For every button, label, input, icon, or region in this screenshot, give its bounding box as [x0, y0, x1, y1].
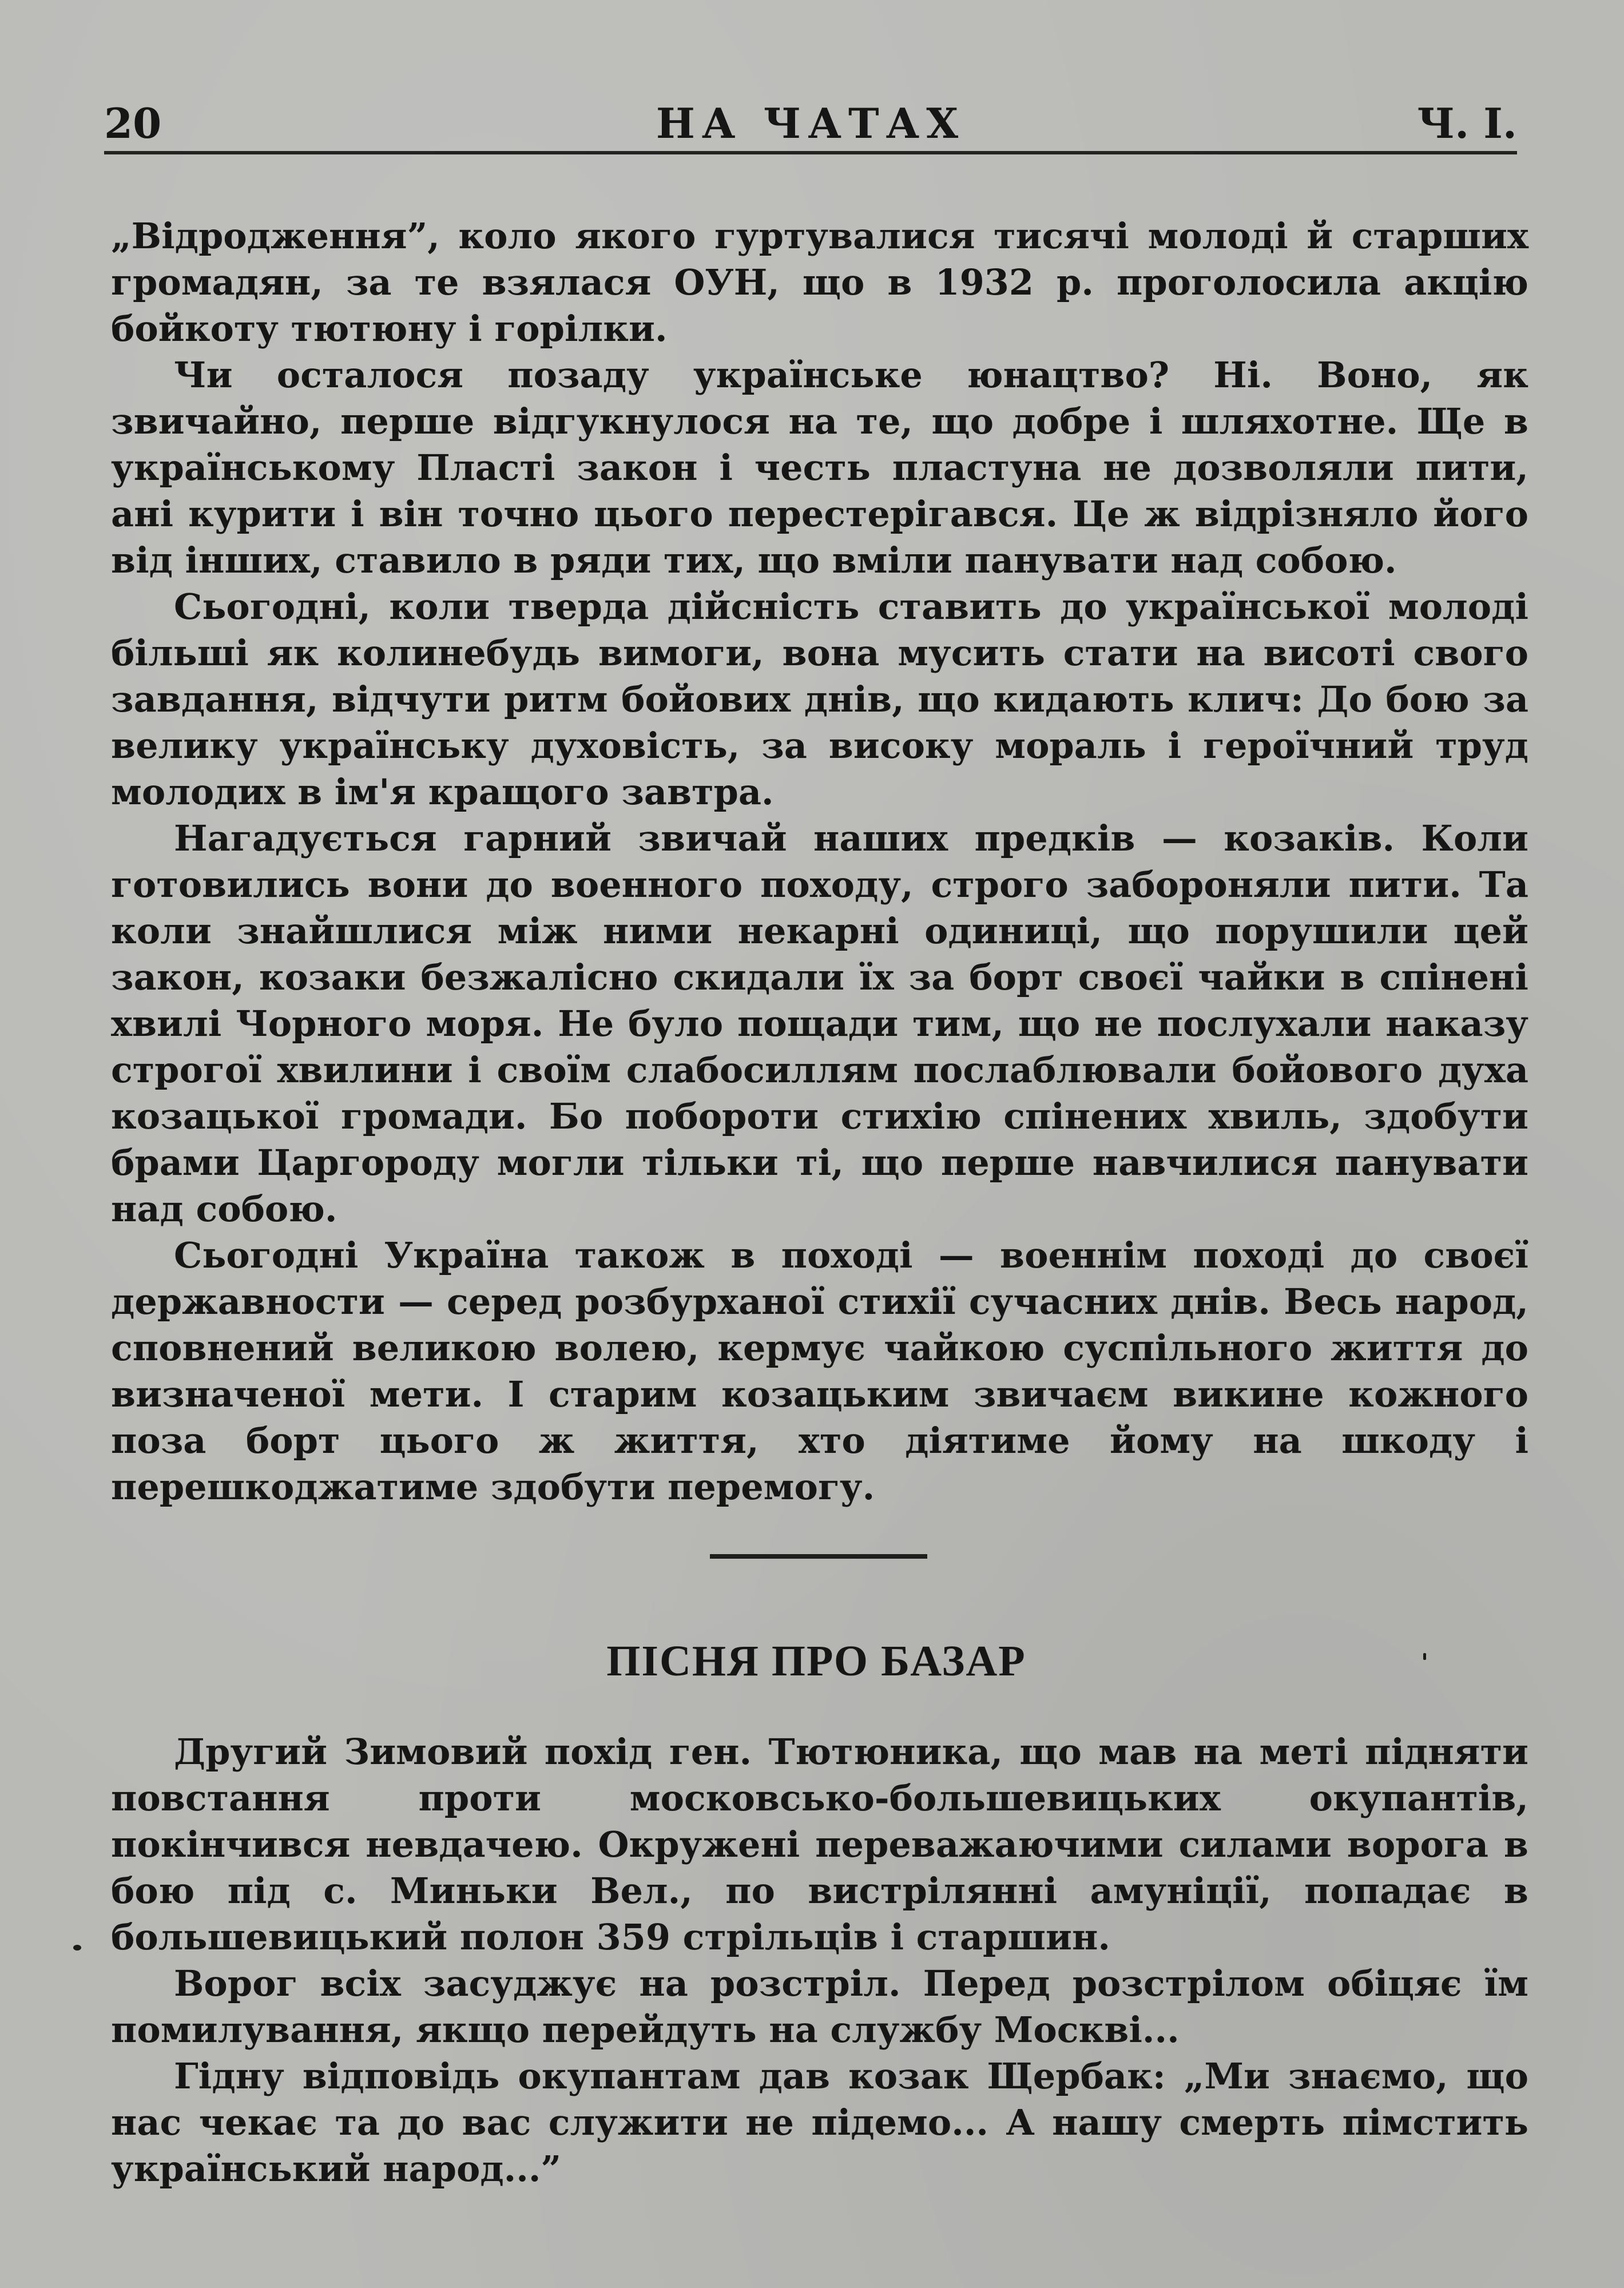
- page-number: 20: [104, 99, 162, 148]
- article-paragraph: „Відродження”, коло якого гуртувалися тисячі молоді й старших громадян, за те взялася ОУН, що в 1932 р. проголосила акцію бойкоту тютюну і горілки.: [111, 215, 1528, 349]
- article-body: [111, 213, 1528, 1510]
- article-paragraph: Сьогодні, коли тверда дійсність ставить до української молоді більші як колинебудь вимоги, вона мусить стати на висоті свого завдання, відчути ритм бойових днів, що кидають клич: До бою за велику українську духовість, за високу мораль і героїчний труд молодих в ім'я кращого завтра.: [111, 586, 1528, 813]
- section-divider: [710, 1554, 927, 1559]
- section-paragraph: Ворог всіх засуджує на розстріл. Перед розстрілом обіцяє їм помилування, якщо перейдуть на службу Москві...: [111, 1963, 1528, 2051]
- article-paragraph: Нагадується гарний звичай наших предків — козаків. Коли готовились вони до военного походу, строго забороняли пити. Та коли знайшлися між ними некарні одиниці, що порушили цей закон, козаки безжалісно скидали їх за борт своєї чайки в спінені хвилі Чорного моря. Не було пощади тим, що не послухали наказу строгої хвилини і своїм слабосиллям послаблювали бойового духа козацької громади. Бо побороти стихію спінених хвиль, здобути брами Царгороду могли тільки ті, що перше навчилися панувати над собою.: [111, 817, 1528, 1230]
- print-speck: [1423, 1653, 1426, 1660]
- section-paragraph: Гідну відповідь окупантам дав козак Щербак: „Ми знаємо, що нас чекає та до вас служити не підемо... А нашу смерть пімстить український народ...”: [111, 2055, 1528, 2190]
- article-paragraph: Чи осталося позаду українське юнацтво? Ні. Воно, як звичайно, перше відгукнулося на те, що добре і шляхотне. Ще в українському Пласті закон і честь пластуна не дозволяли пити, ані курити і він точно цього перестерігався. Це ж відрізняло його від інших, ставило в ряди тих, що вміли панувати над собою.: [111, 354, 1528, 581]
- running-title: НА ЧАТАХ: [656, 99, 966, 148]
- header-rule: [104, 151, 1517, 154]
- article-paragraph: Сьогодні Україна також в поході — военнім поході до своєї державности — серед розбурханої стихії сучасних днів. Весь народ, сповнений великою волею, кермує чайкою суспільного життя до визначеної мети. І старим козацьким звичаєм викине кожного поза борт цього ж життя, хто діятиме йому на шкоду і перешкоджатиме здобути перемогу.: [111, 1234, 1528, 1508]
- section-body: [111, 1729, 1528, 2192]
- section-title: ПІСНЯ ПРО БАЗАР: [606, 1637, 1026, 1685]
- page-header: [104, 97, 1517, 149]
- part-label: Ч. І.: [1417, 99, 1517, 148]
- print-speck: [73, 1945, 81, 1951]
- section-paragraph: Другий Зимовий похід ген. Тютюника, що мав на меті підняти повстання проти московсько-большевицьких окупантів, покінчився невдачею. Окружені переважаючими силами ворога в бою під с. Миньки Вел., по вистрілянні амуніції, попадає в большевицький полон 359 стрільців і старшин.: [111, 1731, 1528, 1958]
